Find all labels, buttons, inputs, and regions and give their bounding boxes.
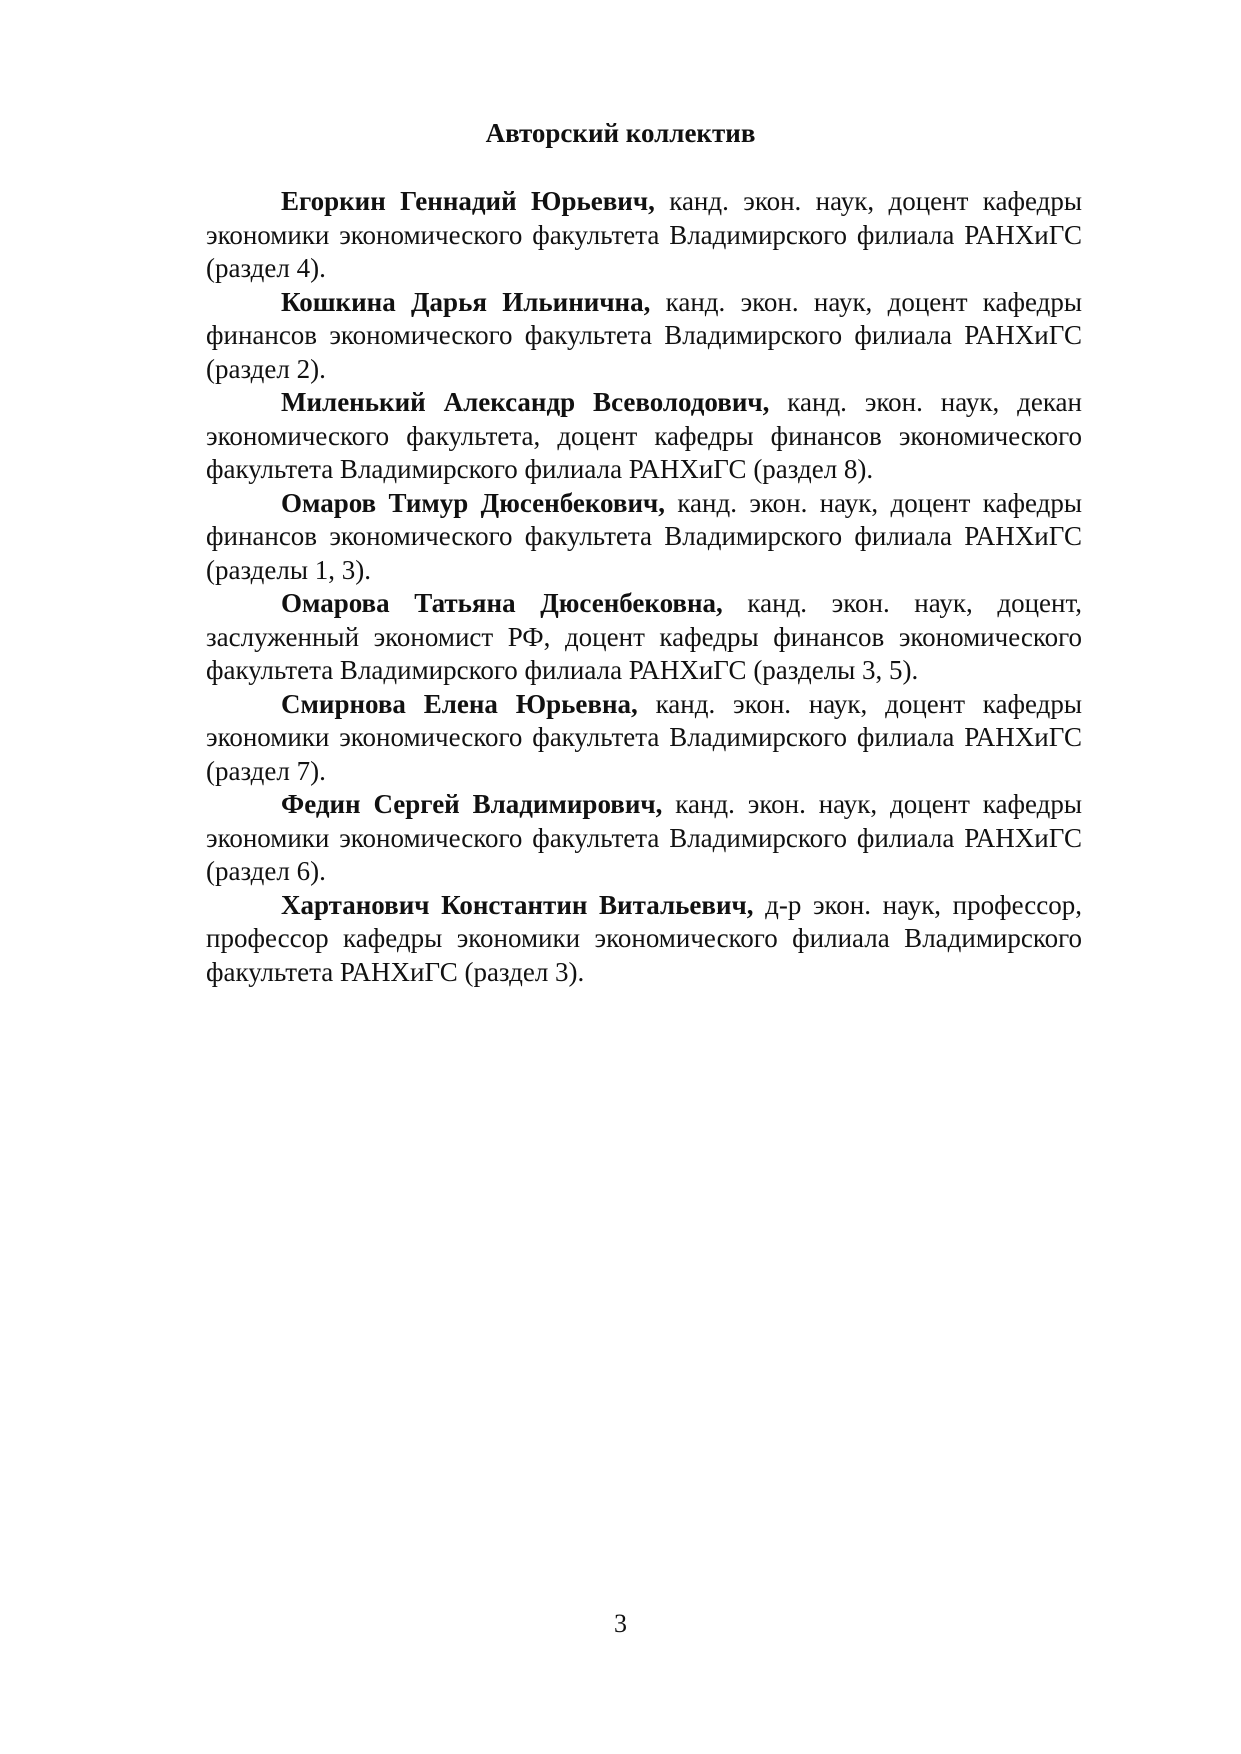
author-name: Егоркин Геннадий Юрьевич, [281,186,655,216]
author-name: Омаров Тимур Дюсенбекович, [281,487,665,518]
author-entry [206,185,1082,286]
author-name: Смирнова Елена Юрьевна, [281,688,638,719]
author-description: канд. экон. наук, доцент кафедры финансов экономического факультета Владимирского филиала РАНХиГС (раздел 2). [206,286,1082,384]
author-entry [206,587,1082,688]
author-entry [206,688,1082,789]
author-name: Кошкина Дарья Ильинична, [281,286,651,317]
author-name: Федин Сергей Владимирович, [281,789,663,819]
author-entry [206,286,1082,387]
page-number: 3 [614,1609,627,1638]
author-name: Омарова Татьяна Дюсенбековна, [281,588,723,618]
author-entry [206,487,1082,588]
author-description: канд. экон. наук, доцент кафедры экономики экономического факультета Владимирского филиала РАНХиГС (раздел 6). [206,789,1082,886]
author-description: канд. экон. наук, декан экономического факультета, доцент кафедры финансов экономического факультета Владимирского филиала РАНХиГС (раздел 8). [206,387,1082,484]
author-name: Миленький Александр Всеволодович, [281,387,770,417]
author-description: канд. экон. наук, доцент кафедры экономики экономического факультета Владимирского филиала РАНХиГС (раздел 7). [206,688,1082,786]
author-entry [206,788,1082,889]
author-entry [206,889,1082,990]
author-entry [206,386,1082,487]
page-heading: Авторский коллектив [485,118,756,148]
author-description: д-р экон. наук, профессор, профессор кафедры экономики экономического филиала Владимирского факультета РАНХиГС (раздел 3). [206,889,1083,987]
author-description: канд. экон. наук, доцент, заслуженный экономист РФ, доцент кафедры финансов экономического факультета Владимирского филиала РАНХиГС (разделы 3, 5). [206,588,1082,685]
author-description: канд. экон. наук, доцент кафедры финансов экономического факультета Владимирского филиала РАНХиГС (разделы 1, 3). [206,487,1082,585]
author-description: канд. экон. наук, доцент кафедры экономики экономического факультета Владимирского филиала РАНХиГС (раздел 4). [206,186,1082,283]
author-list [206,185,1082,989]
author-name: Хартанович Константин Витальевич, [281,889,754,920]
